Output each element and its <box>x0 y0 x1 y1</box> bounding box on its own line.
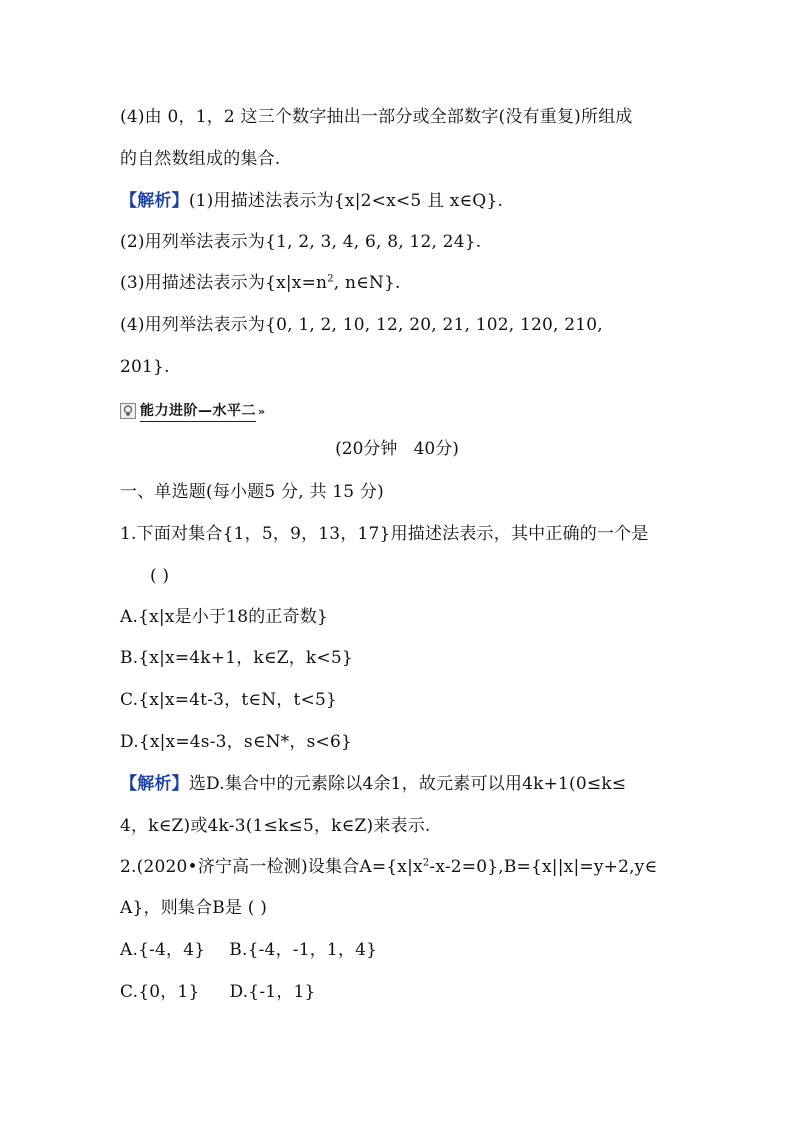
lightbulb-icon <box>120 403 136 419</box>
q2-option-b: B.{-4，-1，1，4} <box>229 940 378 960</box>
time-score: (20分钟 40分) <box>335 439 459 459</box>
q1-option-d: D.{x|x=4s-3，s∈N*，s<6} <box>120 732 352 752</box>
solution-line-4: (4)用列举法表示为{0, 1, 2, 10, 12, 20, 21, 102, 120, 210, <box>120 315 603 335</box>
solution-text-3a: (3)用描述法表示为{x|x=n <box>120 273 328 293</box>
q1-option-a: A.{x|x是小于18的正奇数} <box>120 607 329 627</box>
problem-4-line-1: (4)由 0，1，2 这三个数字抽出一部分或全部数字(没有重复)所组成 <box>120 107 633 127</box>
q1-solution-line-2: 4，k∈Z)或4k-3(1≤k≤5，k∈Z)来表示. <box>120 816 431 836</box>
section-arrow: » <box>258 404 266 418</box>
solution-text-3-sup: 2 <box>327 273 334 285</box>
problem-4-line-2: 的自然数组成的集合. <box>120 149 281 169</box>
q1-option-b: B.{x|x=4k+1，k∈Z，k<5} <box>120 648 353 668</box>
q2-stem <box>120 856 657 878</box>
solution-text-1: (1)用描述法表示为{x|2<x<5 且 x∈Q}. <box>188 191 504 211</box>
q2-options-cd <box>120 981 316 1003</box>
solution-line-2: (2)用列举法表示为{1, 2, 3, 4, 6, 8, 12, 24}. <box>120 232 482 252</box>
q2-option-a: A.{-4，4} <box>120 940 206 960</box>
section-heading <box>120 400 265 422</box>
solution-text-3b: , n∈N}. <box>333 273 401 293</box>
solution-tag: 【解析】 <box>120 191 189 211</box>
q2-option-c: C.{0，1} <box>120 982 200 1002</box>
solution-line-5: 201}. <box>120 357 170 377</box>
q2-stem-b: -x-2=0},B={x||x|=y+2,y∈ <box>429 857 658 877</box>
section-title: 能力进阶—水平二 <box>140 400 256 422</box>
q2-option-d: D.{-1，1} <box>229 982 316 1002</box>
q1-solution-line-1 <box>120 773 626 795</box>
q2-stem-a: 2.(2020•济宁高一检测)设集合A={x|x <box>120 857 423 877</box>
part-heading: 一、单选题(每小题5 分, 共 15 分) <box>120 482 384 502</box>
solution-line-1 <box>120 190 503 212</box>
q1-blank: ( ) <box>150 566 170 586</box>
q2-options-ab <box>120 939 377 961</box>
q2-stem-line-2: A}，则集合B是 ( ) <box>120 898 268 918</box>
q1-solution-text-1: 选D.集合中的元素除以4余1，故元素可以用4k+1(0≤k≤ <box>188 774 627 794</box>
solution-line-3 <box>120 272 401 294</box>
q1-option-c: C.{x|x=4t-3，t∈N，t<5} <box>120 690 337 710</box>
q1-stem: 1.下面对集合{1，5，9，13，17}用描述法表示，其中正确的一个是 <box>120 524 649 544</box>
q2-stem-sup: 2 <box>422 857 430 869</box>
q1-solution-tag: 【解析】 <box>120 774 189 794</box>
